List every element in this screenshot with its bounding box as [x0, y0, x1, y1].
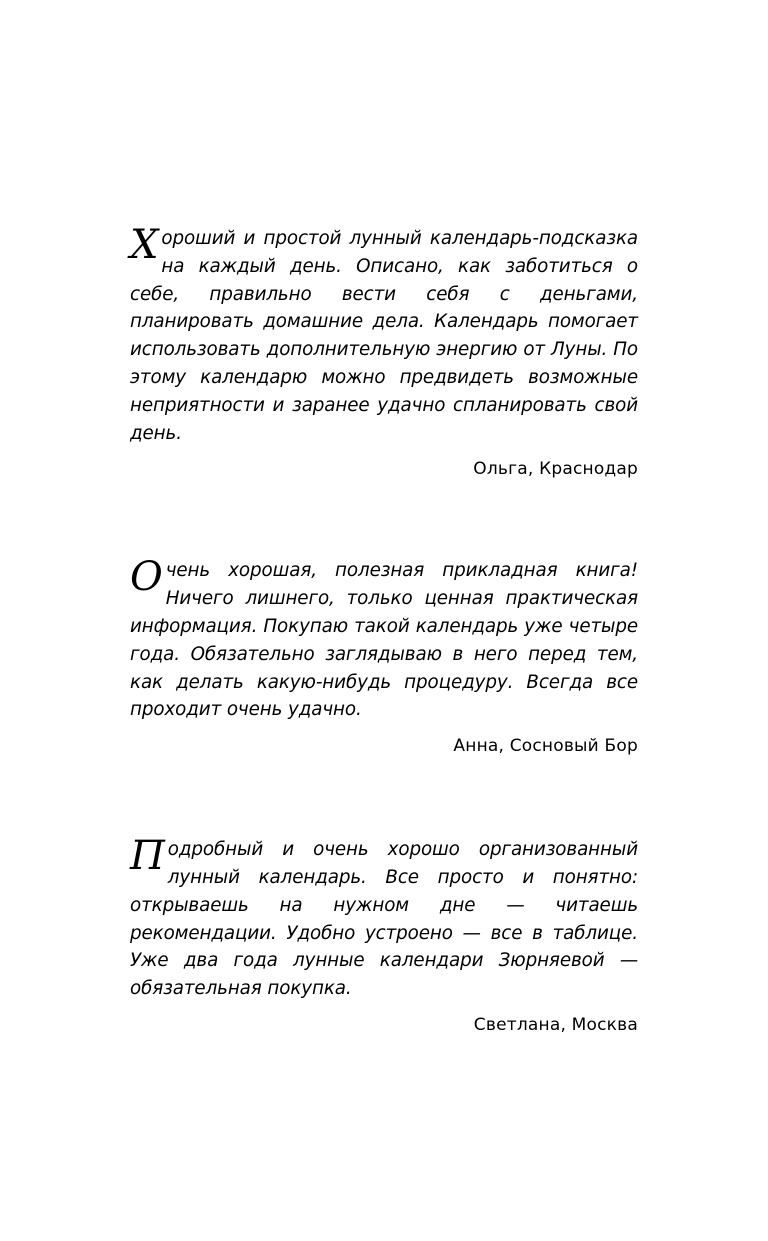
testimonial-3-text [130, 833, 638, 1003]
testimonial-1-attribution: Ольга, Краснодар [473, 459, 638, 480]
testimonial-2-text [130, 554, 638, 724]
testimonial-3-body: одробный и очень хорошо организованный лунный календарь. Все просто и понятно: открываешь на нужном дне — читаешь рекомендации. Удобно устроено — все в таблице. Уже два года лунные календари Зюрняевой — обязательная покупка. [130, 839, 638, 1000]
testimonial-3-attribution: Светлана, Москва [473, 1014, 638, 1035]
testimonial-1-dropcap: Х [130, 222, 159, 268]
testimonial-3-dropcap: П [130, 833, 165, 880]
testimonial-3 [130, 833, 638, 1035]
testimonial-2-body: чень хорошая, полезная прикладная книга! Ничего лишнего, только ценная практическая информация. Покупаю такой календарь уже четыре года. Обязательно заглядываю в него перед тем, как делать какую-нибудь процедуру. Всегда все проходит очень удачно. [130, 560, 638, 721]
testimonial-1-text [130, 222, 638, 447]
testimonial-1-body: ороший и простой лунный календарь-подсказка на каждый день. Описано, как заботиться о себе, правильно вести себя с деньгами, планировать домашние дела. Календарь помогает использовать дополнительную энергию от Луны. По этому календарю можно предвидеть возможные неприятности и заранее удачно спланировать свой день. [130, 228, 638, 444]
testimonial-2-dropcap: О [130, 554, 163, 601]
testimonial-1 [130, 222, 638, 480]
testimonial-2 [130, 554, 638, 757]
testimonial-2-attribution: Анна, Сосновый Бор [453, 736, 638, 757]
